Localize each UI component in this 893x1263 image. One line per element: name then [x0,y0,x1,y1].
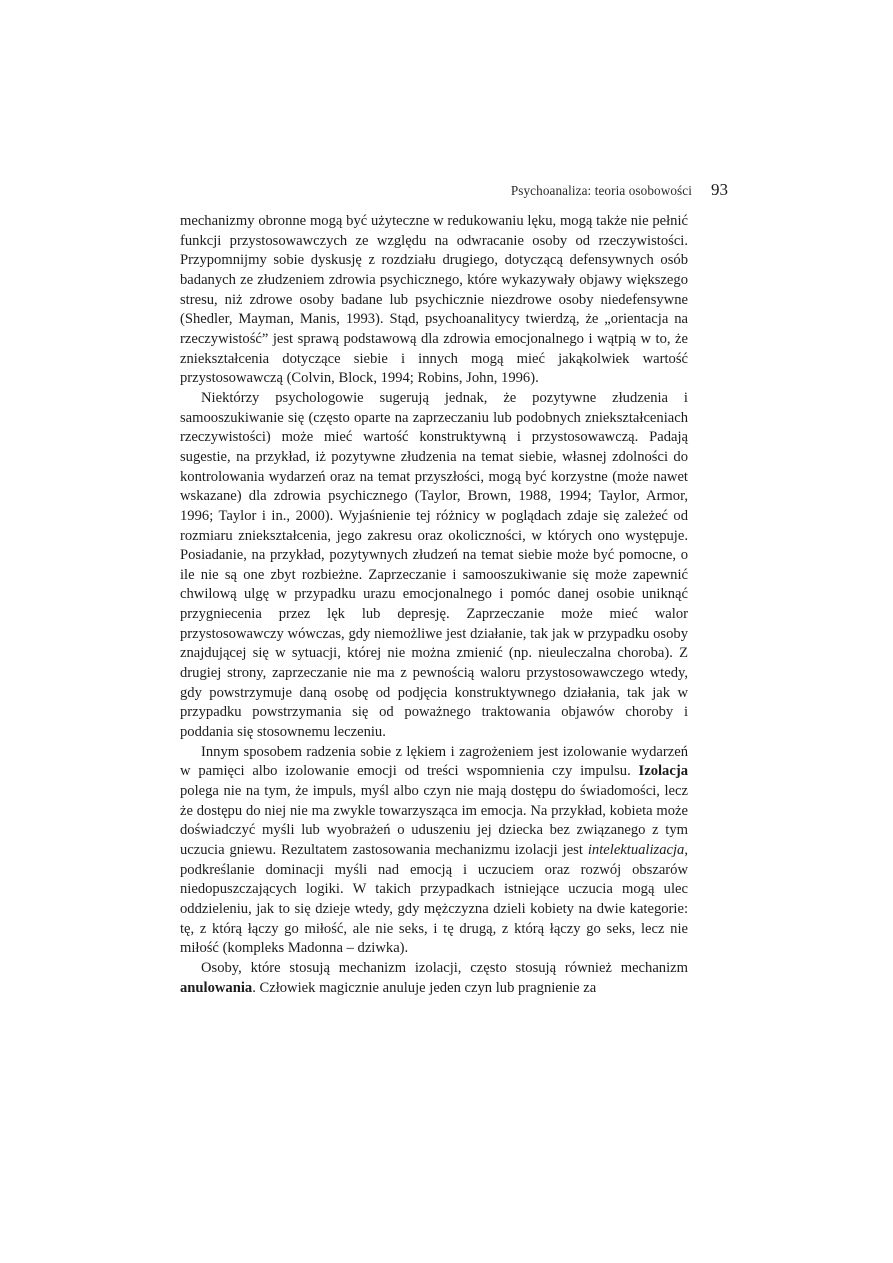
paragraph-text: . Człowiek magicznie anuluje jeden czyn lub pragnienie za [252,979,597,996]
paragraph-text: , podkreślanie dominacji myśli nad emocją i uczuciem oraz rozwój obszarów niedopuszczających logiki. W takich przypadkach istniejące uczucia mogą ulec oddzieleniu, jak to się dzieje wtedy, gdy mężczyzna dzieli kobiety na dwie kategorie: tę, z którą łączy go miłość, ale nie seks, i tę drugą, z którą łączy go seks, lecz nie miłość (kompleks Madonna – dziwka). [180,842,688,957]
term-isolation: Izolacja [638,763,688,780]
paragraph-positive-illusions [180,389,688,743]
paragraph-text: polega nie na tym, że impuls, myśl albo czyn nie mają dostępu do świadomości, lecz że dostępu do niej nie ma zwykle towarzysząca im emocja. Na przykład, kobieta może doświadczyć myśli lub wyobrażeń o uduszeniu jej dziecka bez związanego z tym uczucia gniewu. Rezultatem zastosowania mechanizmu izolacji jest [180,783,688,858]
term-undoing: anulowania [180,979,253,996]
paragraph-text: Innym sposobem radzenia sobie z lękiem i zagrożeniem jest izolowanie wydarzeń w pamięci albo izolowanie emocji od treści wspomnienia czy impulsu. [180,743,688,780]
page-number: 93 [711,180,728,199]
term-intellectualization: intelektualizacja [587,842,685,858]
paragraph-defense-mechanisms [180,212,688,389]
body-text [180,212,688,998]
paragraph-isolation [180,743,688,959]
paragraph-undoing [180,959,688,998]
running-title: Psychoanaliza: teoria osobowości [510,183,692,198]
paragraph-text: Niektórzy psychologowie sugerują jednak, że pozytywne złudzenia i samooszukiwanie się (często oparte na zaprzeczaniu lub podobnych zniekształceniach rzeczywistości) może mieć wartość konstruktywną i przystosowawczą. Padają sugestie, na przykład, iż pozytywne złudzenia na temat siebie, własnej zdolności do kontrolowania wydarzeń oraz na temat przyszłości, mogą być korzystne (może nawet wskazane) dla zdrowia psychicznego (Taylor, Brown, 1988, 1994; Taylor, Armor, 1996; Taylor i in., 2000). Wyjaśnienie tej różnicy w poglądach zdaje się zależeć od rozmiaru zniekształcenia, jego zakresu oraz okoliczności, w których ono występuje. Posiadanie, na przykład, pozytywnych złudzeń na temat siebie może być pomocne, o ile nie są one zbyt rozbieżne. Zaprzeczanie i samooszukiwanie się może zapewnić chwilową ulgę w przypadku urazu emocjonalnego i pomóc danej osobie uniknąć przygniecenia przez lęk lub depresję. Zaprzeczanie może mieć walor przystosowawczy wówczas, gdy niemożliwe jest działanie, tak jak w przypadku osoby znajdującej się w sytuacji, której nie można zmienić (np. nieuleczalna choroba). Z drugiej strony, zaprzeczanie nie ma z pewnością waloru przystosowawczego wtedy, gdy powstrzymuje daną osobę od podjęcia konstruktywnego działania, tak jak w przypadku powstrzymania się od poważnego traktowania objawów choroby i poddania się stosownemu leczeniu. [180,389,688,741]
running-head [180,180,728,204]
paragraph-text: Osoby, które stosują mechanizm izolacji, często stosują również mechanizm [201,959,688,976]
paragraph-text: mechanizmy obronne mogą być użyteczne w redukowaniu lęku, mogą także nie pełnić funkcji przystosowawczych ze względu na odwracanie osoby od rzeczywistości. Przypomnijmy sobie dyskusję z rozdziału drugiego, dotyczącą defensywnych osób badanych ze złudzeniem zdrowia psychicznego, które wykazywały objawy większego stresu, niż zdrowe osoby badane lub psychicznie niezdrowe osoby niedefensywne (Shedler, Mayman, Manis, 1993). Stąd, psychoanalitycy twierdzą, że „orientacja na rzeczywistość” jest sprawą podstawową dla zdrowia emocjonalnego i wątpią w to, że zniekształcenia dotyczące siebie i innych mogą mieć jakąkolwiek wartość przystosowawczą (Colvin, Block, 1994; Robins, John, 1996). [180,213,688,387]
